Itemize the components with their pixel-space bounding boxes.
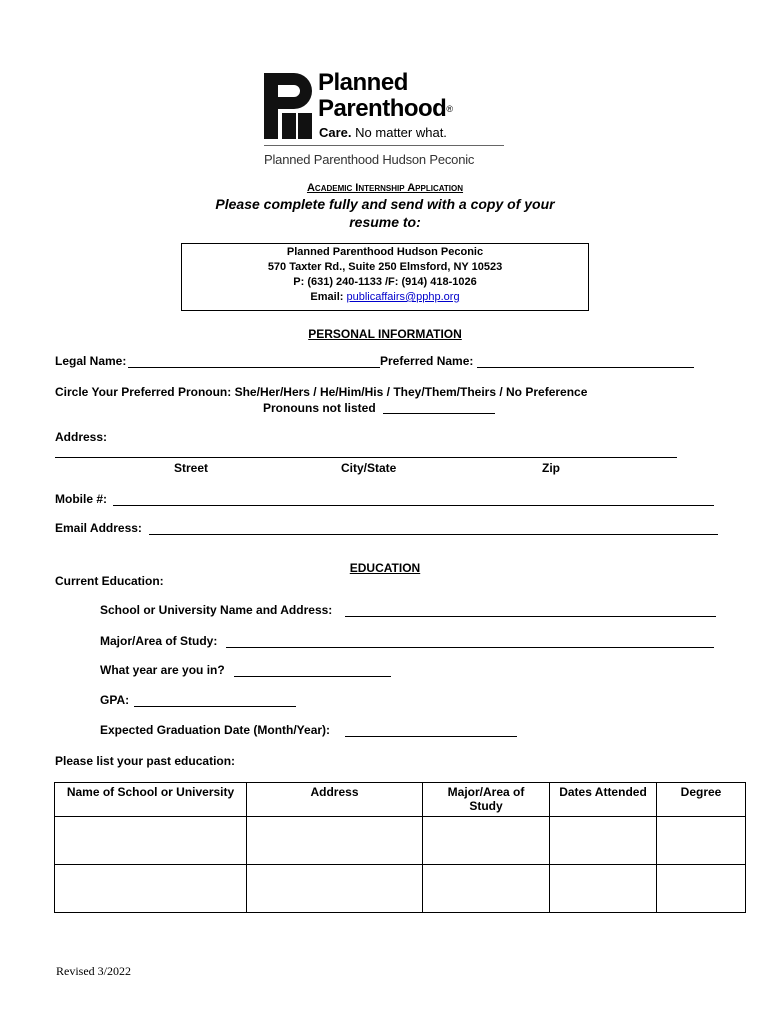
personal-info-heading: PERSONAL INFORMATION <box>308 327 462 341</box>
legal-name-label: Legal Name: <box>55 354 127 368</box>
table-header-address: Address <box>247 783 423 817</box>
email-field[interactable] <box>149 534 718 535</box>
mobile-label: Mobile #: <box>55 492 108 506</box>
address-phone: P: (631) 240-1133 /F: (914) 418-1026 <box>293 276 477 288</box>
major-label: Major/Area of Study: <box>100 634 218 648</box>
table-header-degree: Degree <box>657 783 746 817</box>
email-label: Email Address: <box>55 521 142 535</box>
pronouns-not-listed-field[interactable] <box>383 413 495 414</box>
pronouns-not-listed-label: Pronouns not listed <box>263 401 376 415</box>
table-cell[interactable] <box>550 817 657 865</box>
table-cell[interactable] <box>550 865 657 913</box>
table-row[interactable] <box>55 865 746 913</box>
legal-name-field[interactable] <box>128 367 380 368</box>
planned-parenthood-logo-icon <box>264 73 312 139</box>
table-cell[interactable] <box>423 865 550 913</box>
form-subtitle: Please complete fully and send with a copy of your resume to: <box>215 196 555 230</box>
address-street: 570 Taxter Rd., Suite 250 Elmsford, NY 10523 <box>267 261 503 273</box>
past-education-table <box>54 782 746 913</box>
address-email-row: Email: publicaffairs@pphp.org <box>310 291 460 303</box>
street-caption: Street <box>174 461 209 475</box>
table-cell[interactable] <box>657 817 746 865</box>
major-field[interactable] <box>226 647 714 648</box>
school-field[interactable] <box>345 616 716 617</box>
brand-tagline: Care. No matter what. <box>319 125 447 140</box>
graduation-label: Expected Graduation Date (Month/Year): <box>100 723 331 737</box>
gpa-label: GPA: <box>100 693 130 707</box>
preferred-name-field[interactable] <box>477 367 694 368</box>
revision-note: Revised 3/2022 <box>56 964 131 978</box>
table-header-school: Name of School or University <box>55 783 247 817</box>
table-cell[interactable] <box>423 817 550 865</box>
brand-name-line1: Planned <box>318 69 408 96</box>
current-education-label: Current Education: <box>55 574 164 588</box>
address-org: Planned Parenthood Hudson Peconic <box>286 246 484 258</box>
logo-divider <box>264 145 504 146</box>
education-heading: EDUCATION <box>349 561 421 575</box>
year-label: What year are you in? <box>100 663 225 677</box>
year-field[interactable] <box>234 676 391 677</box>
preferred-name-label: Preferred Name: <box>380 354 474 368</box>
table-cell[interactable] <box>55 817 247 865</box>
pronoun-prompt[interactable]: Circle Your Preferred Pronoun: She/Her/Hers / He/Him/His / They/Them/Theirs / No Preference <box>55 385 588 399</box>
table-cell[interactable] <box>247 865 423 913</box>
brand-name-line2: Parenthood® <box>318 95 453 122</box>
table-cell[interactable] <box>55 865 247 913</box>
table-header-row <box>55 783 746 817</box>
zip-caption: Zip <box>542 461 560 475</box>
city-state-caption: City/State <box>341 461 397 475</box>
email-link[interactable]: publicaffairs@pphp.org <box>346 291 460 303</box>
gpa-field[interactable] <box>134 706 296 707</box>
table-header-dates: Dates Attended <box>550 783 657 817</box>
affiliate-name: Planned Parenthood Hudson Peconic <box>264 152 475 167</box>
form-title: Academic Internship Application <box>306 182 464 194</box>
address-label: Address: <box>55 430 108 444</box>
school-label: School or University Name and Address: <box>100 603 333 617</box>
graduation-field[interactable] <box>345 736 517 737</box>
address-field[interactable] <box>55 457 677 458</box>
past-education-label: Please list your past education: <box>55 754 236 768</box>
table-cell[interactable] <box>657 865 746 913</box>
mailing-address-box <box>181 243 589 311</box>
table-cell[interactable] <box>247 817 423 865</box>
table-header-major: Major/Area of Study <box>423 783 550 817</box>
table-row[interactable] <box>55 817 746 865</box>
mobile-field[interactable] <box>113 505 714 506</box>
